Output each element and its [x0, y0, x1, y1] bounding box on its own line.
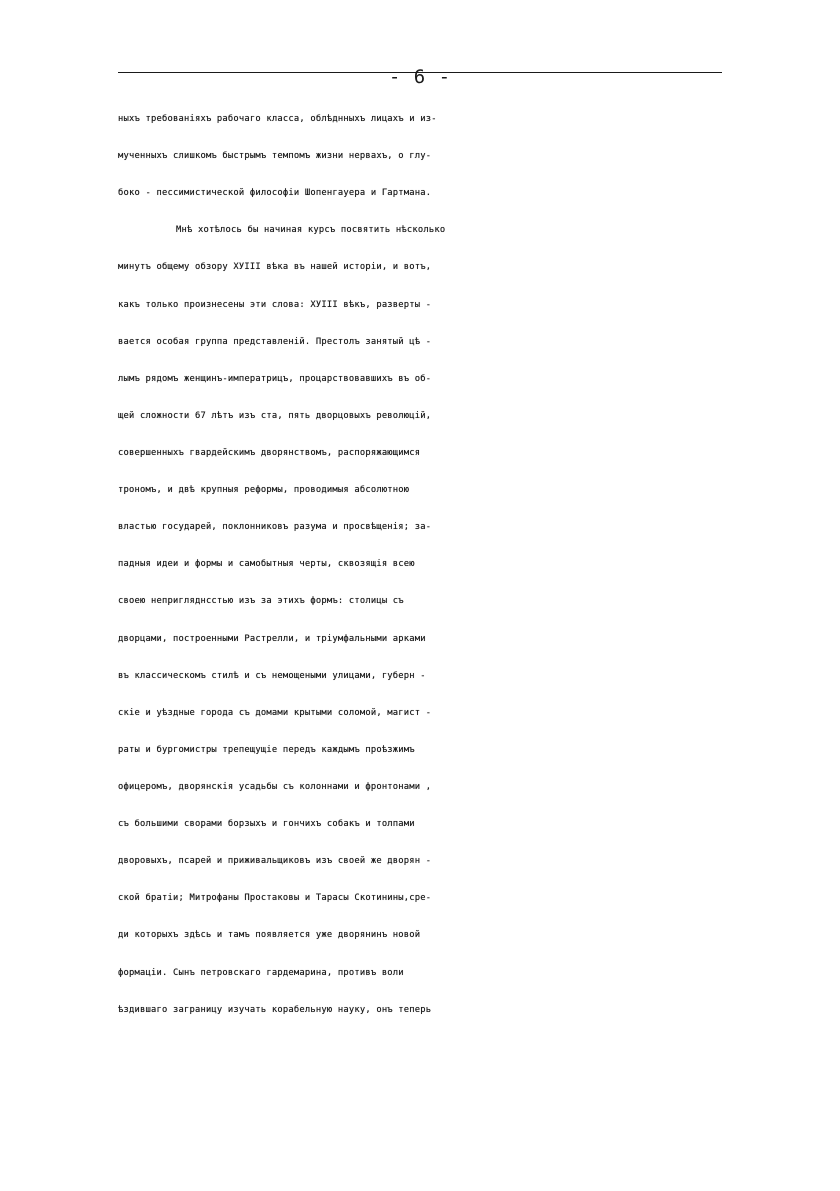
text-line: скіе и уѣздные города съ домами крытыми соломой, магист -	[118, 707, 432, 718]
text-line: ныхъ требованіяхъ рабочаго класса, облѣднныхъ лицахъ и из-	[118, 114, 437, 124]
text-line: падныя идеи и формы и самобытныя черты, сквозящія всею	[118, 559, 415, 570]
text-line: минутъ общему обзору ХУIII вѣка въ нашей исторіи, и вотъ,	[118, 262, 432, 273]
paragraph-start-line: Мнѣ хотѣлось бы начиная курсъ посвятить нѣсколько	[176, 225, 446, 236]
text-line: боко - пессимистической философіи Шопенгауера и Гартмана.	[118, 188, 432, 199]
text-line: мученныхъ слишкомъ быстрымъ темпомъ жизни нервахъ, о глу-	[118, 151, 432, 162]
text-line: въ классическомъ стилѣ и съ немощеными улицами, губерн -	[118, 670, 426, 681]
text-line: ѣздившаго заграницу изучать корабельную науку, онъ теперь	[118, 1004, 432, 1015]
text-line: трономъ, и двѣ крупныя реформы, проводимыя абсолютною	[118, 485, 410, 496]
text-line: лымъ рядомъ женщинъ-императрицъ, процарствовавшихъ въ об-	[118, 373, 432, 384]
text-line: какъ только произнесены эти слова: ХУIII вѣкъ, разверты -	[118, 299, 432, 310]
text-line: дворовыхъ, псарей и приживальщиковъ изъ своей же дворян -	[118, 856, 432, 867]
text-line: вается особая группа представленій. Престолъ занятый цѣ -	[118, 336, 432, 347]
text-line: ской братіи; Митрофаны Простаковы и Тарасы Скотинины,сре-	[118, 893, 432, 904]
text-line: дворцами, построенными Растрелли, и тріумфальными арками	[118, 633, 426, 644]
text-line: своею непригляднсстью изъ за этихъ формъ: столицы съ	[118, 596, 404, 607]
text-line: формаціи. Сынъ петровскаго гардемарина, противъ воли	[118, 967, 404, 978]
text-line: властью государей, поклонниковъ разума и просвѣщенія; за-	[118, 522, 432, 533]
text-line: ди которыхъ здѣсь и тамъ появляется уже дворянинъ новой	[118, 930, 421, 941]
page-number: - 6 -	[388, 66, 452, 88]
text-line: раты и бургомистры трепещущіе передъ каждымъ проѣзжимъ	[118, 744, 415, 755]
text-line: съ большими сворами борзыхъ и гончихъ собакъ и толпами	[118, 819, 415, 830]
body-text	[118, 101, 728, 1029]
text-line: совершенныхъ гвардейскимъ дворянствомъ, распоряжающимся	[118, 447, 421, 458]
text-line: офицеромъ, дворянскія усадьбы съ колоннами и фронтонами ,	[118, 781, 432, 792]
text-line: щей сложности 67 лѣтъ изъ ста, пять дворцовыхъ революцій,	[118, 410, 432, 421]
